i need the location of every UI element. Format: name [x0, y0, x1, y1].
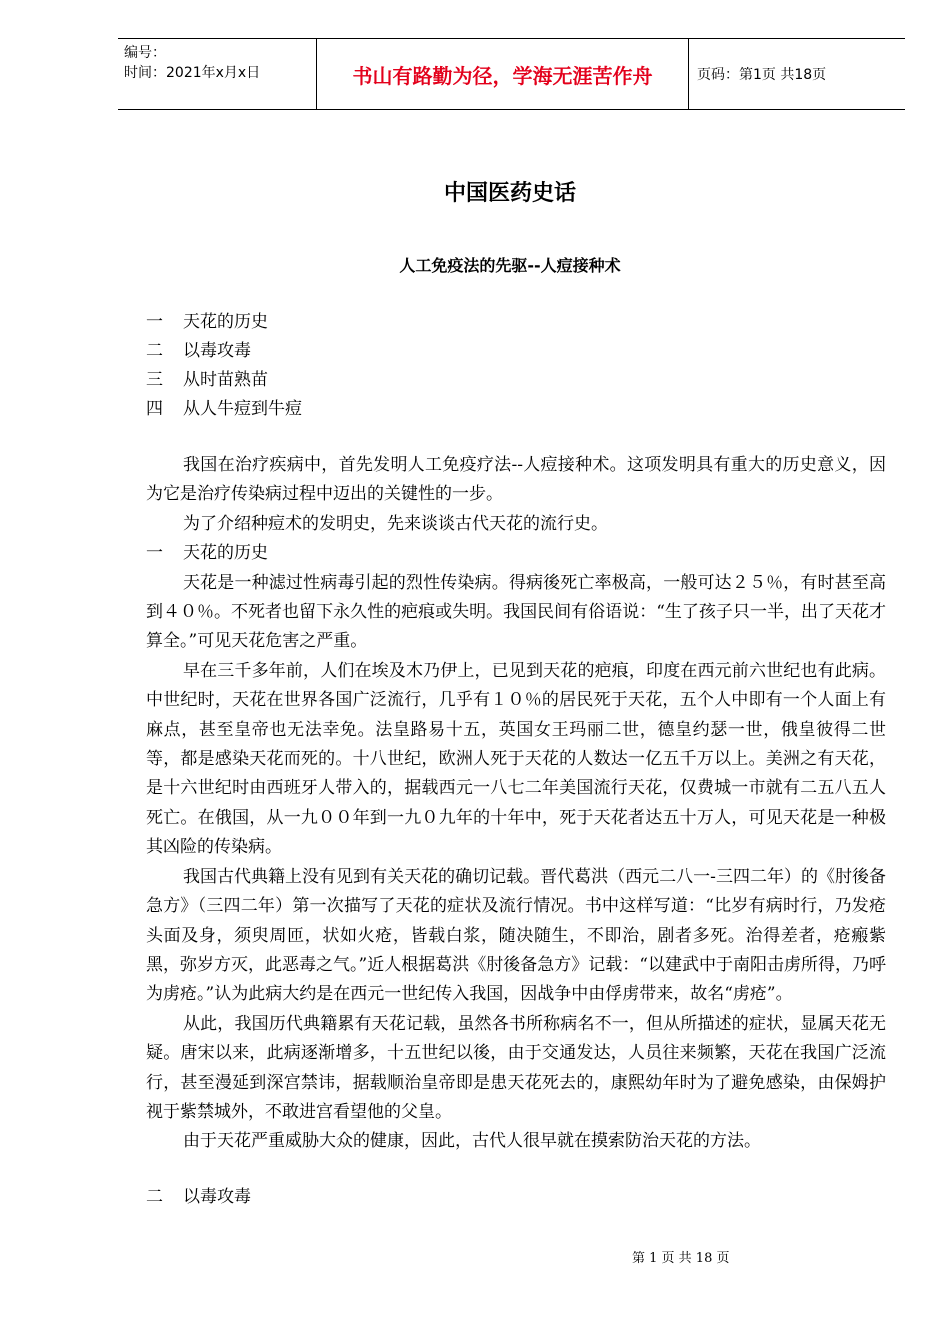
spacer	[146, 1157, 886, 1183]
page-header	[118, 38, 905, 110]
paragraph: 早在三千多年前，人们在埃及木乃伊上，已见到天花的疤痕，印度在西元前六世纪也有此病。中世纪时，天花在世界各国广泛流行，几乎有１０％的居民死于天花，五个人中即有一个人面上有麻点，甚至皇帝也无法幸免。法皇路易十五，英国女王玛丽二世，德皇约瑟一世，俄皇彼得二世等，都是感染天花而死的。十八世纪，欧洲人死于天花的人数达一亿五千万以上。美洲之有天花，是十六世纪时由西班牙人带入的，据载西元一八七二年美国流行天花，仅费城一市就有二五八五人死亡。在俄国，从一九００年到一九０九年的十年中，死于天花者达五十万人，可见天花是一种极其凶险的传染病。	[146, 660, 886, 858]
toc-item	[146, 337, 302, 366]
header-page-info: 页码：第1页 共18页	[697, 67, 827, 83]
document-title: 中国医药史话	[443, 181, 576, 206]
paragraph: 由于天花严重威胁大众的健康，因此，古代人很早就在摸索防治天花的方法。	[183, 1131, 761, 1152]
toc-number: 三	[146, 370, 163, 390]
toc-number: 四	[146, 399, 163, 419]
section-label: 天花的历史	[183, 543, 268, 564]
toc-label: 天花的历史	[183, 312, 268, 332]
paragraph: 为了介绍种痘术的发明史，先来谈谈古代天花的流行史。	[183, 513, 608, 534]
toc-item	[146, 366, 302, 395]
section-label: 以毒攻毒	[183, 1186, 251, 1207]
section-heading	[146, 1183, 886, 1212]
header-meta	[118, 39, 316, 109]
paragraph: 我国在治疗疾病中，首先发明人工免疫疗法--人痘接种术。这项发明具有重大的历史意义，因为它是治疗传染病过程中迈出的关键性的一步。	[146, 455, 886, 505]
table-of-contents	[146, 308, 302, 424]
section-heading	[146, 539, 886, 568]
page-footer: 第 1 页 共 18 页	[632, 1251, 730, 1266]
document-body	[146, 451, 886, 1212]
paragraph: 从此，我国历代典籍累有天花记载，虽然各书所称病名不一，但从所描述的症状，显属天花无疑。唐宋以来，此病逐渐增多，十五世纪以後，由于交通发达，人员往来频繁，天花在我国广泛流行，甚至漫延到深宫禁讳，据载顺治皇帝即是患天花死去的，康熙幼年时为了避免感染，由保姆护视于紫禁城外，不敢进宫看望他的父皇。	[146, 1013, 886, 1122]
toc-label: 以毒攻毒	[183, 341, 251, 361]
header-motto: 书山有路勤为径，学海无涯苦作舟	[316, 39, 689, 109]
toc-label: 从人牛痘到牛痘	[183, 399, 302, 419]
toc-number: 二	[146, 341, 163, 361]
paragraph: 天花是一种滤过性病毒引起的烈性传染病。得病後死亡率极高，一般可达２５％，有时甚至高到４０％。不死者也留下永久性的疤痕或失明。我国民间有俗语说：“生了孩子只一半，出了天花才算全。”可见天花危害之严重。	[146, 572, 886, 652]
toc-label: 从时苗熟苗	[183, 370, 268, 390]
toc-number: 一	[146, 312, 163, 332]
document-subtitle: 人工免疫法的先驱--人痘接种术	[399, 256, 621, 275]
toc-item	[146, 308, 302, 337]
section-number: 二	[146, 1186, 163, 1207]
paragraph: 我国古代典籍上没有见到有关天花的确切记载。晋代葛洪（西元二八一-三四二年）的《肘後备急方》（三四二年）第一次描写了天花的症状及流行情况。书中这样写道：“比岁有病时行，乃发疮头面及身，须臾周匝，状如火疮，皆载白浆，随决随生，不即治，剧者多死。治得差者，疮瘢紫黑，弥岁方灭，此恶毒之气。”近人根据葛洪《肘後备急方》记载：“以建武中于南阳击虏所得，乃呼为虏疮。”认为此病大约是在西元一世纪传入我国，因战争中由俘虏带来，故名“虏疮”。	[146, 866, 886, 1005]
toc-item	[146, 395, 302, 424]
time-label: 时间：2021年x月x日	[124, 65, 261, 81]
number-label: 编号：	[124, 45, 166, 61]
section-number: 一	[146, 543, 163, 564]
